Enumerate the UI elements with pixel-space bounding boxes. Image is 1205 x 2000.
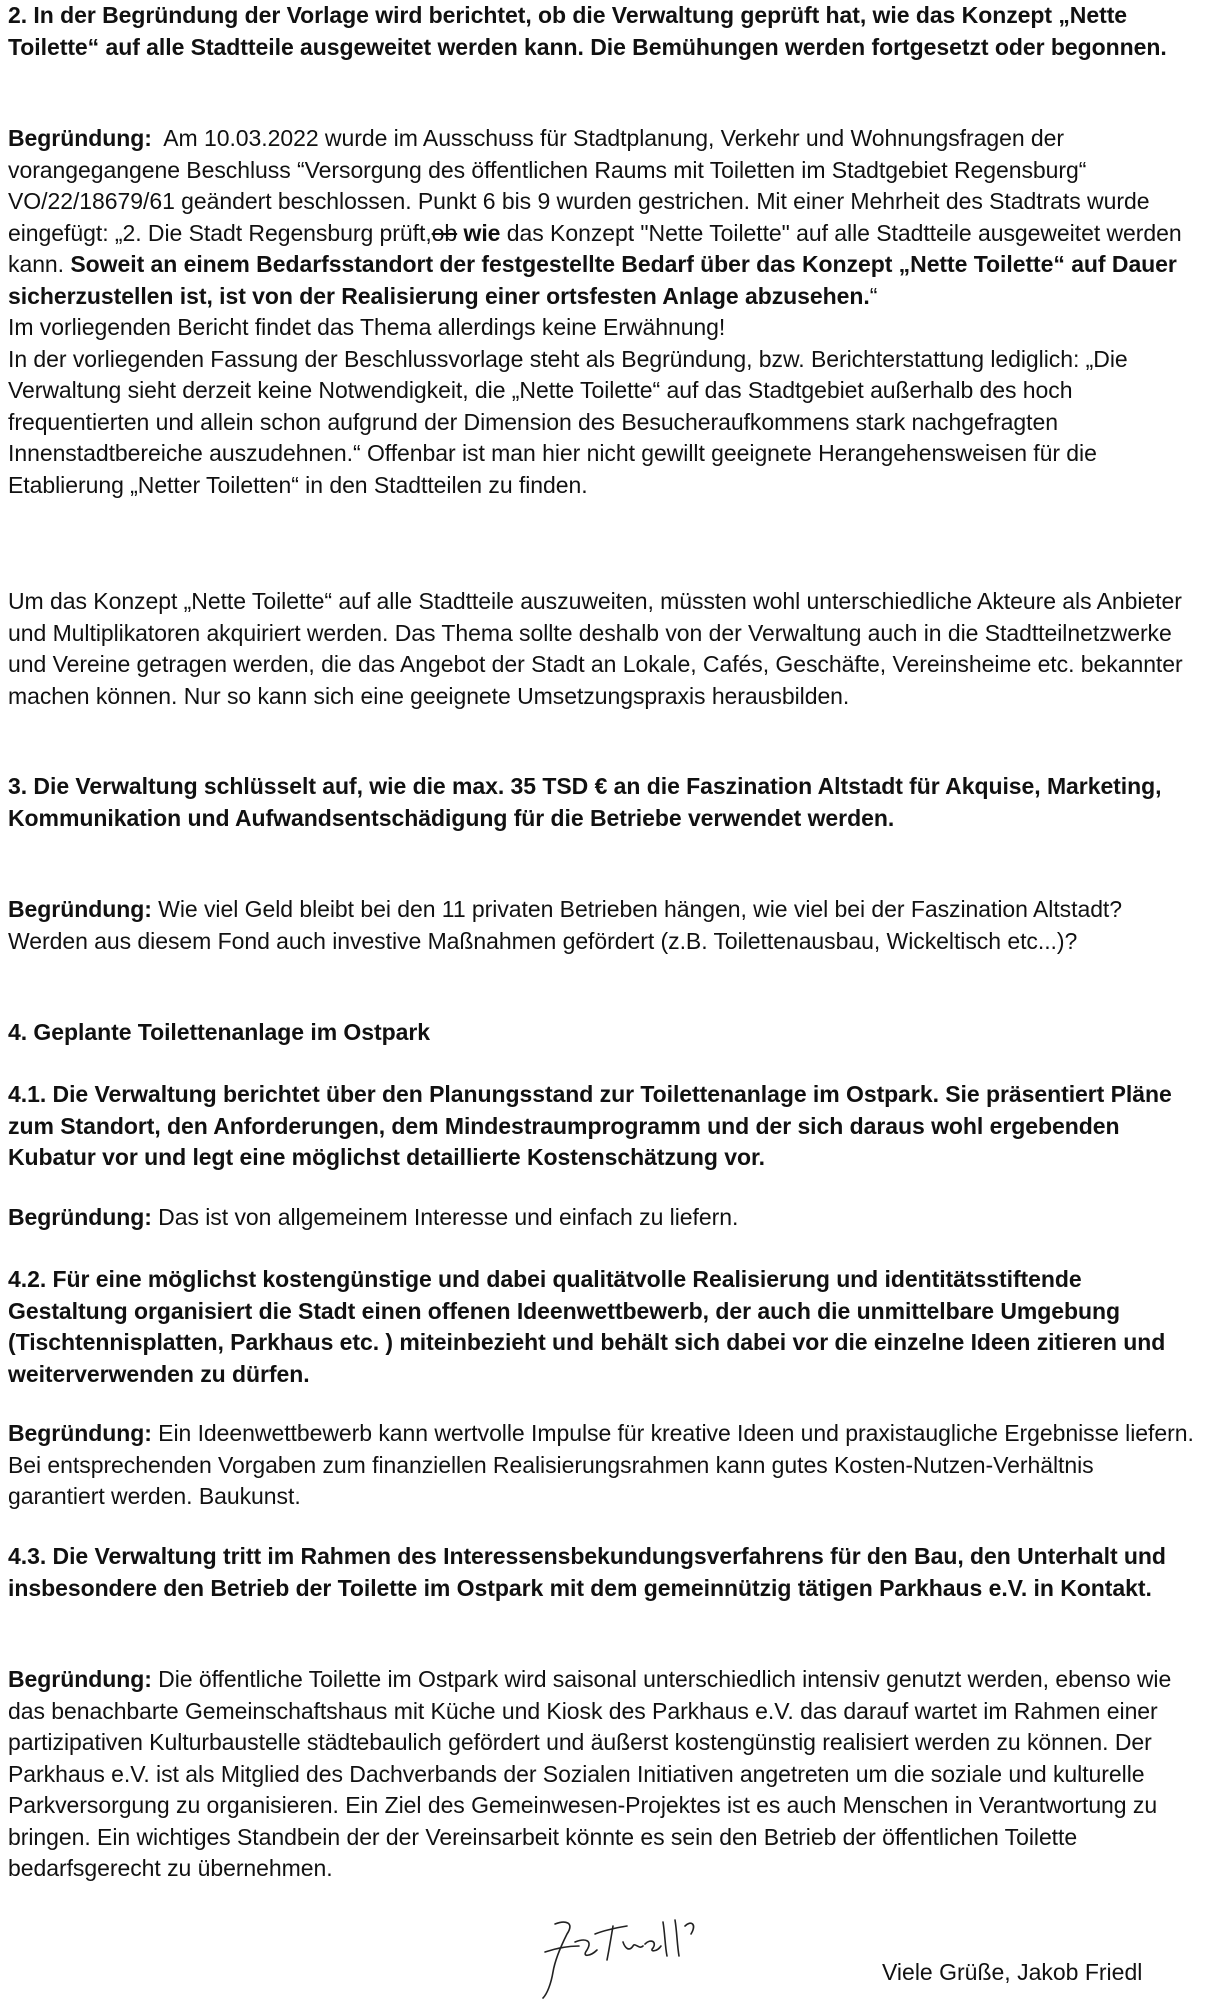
section-3-reason: [8, 894, 1196, 957]
section-4-3-reason: [8, 1664, 1196, 1885]
section-4-2-heading: 4.2. Für eine möglichst kostengünstige und dabei qualitätvolle Realisierung und identitätsstiftende Gestaltung organisiert die Stadt einen offenen Ideenwettbewerb, der auch die unmittelbare Umgebung (Tischtennisplatten, Parkhaus etc. ) miteinbezieht und behält sich dabei vor die einzelne Ideen zitieren und weiterverwenden zu dürfen.: [8, 1266, 1166, 1387]
section-2-text-c: Im vorliegenden Bericht findet das Thema allerdings keine Erwähnung!: [8, 314, 726, 340]
section-2-text-e: Um das Konzept „Nette Toilette“ auf alle Stadtteile auszuweiten, müssten wohl unterschiedliche Akteure als Anbieter und Multiplikatoren akquiriert werden. Das Thema sollte deshalb von der Verwaltung auch in die Stadtteilnetzwerke und Vereine getragen werden, die das Angebot der Stadt an Lokale, Cafés, Geschäfte, Vereinsheime etc. bekannter machen können. Nur so kann sich eine geeignete Umsetzungspraxis herausbilden.: [8, 588, 1183, 709]
section-2-reason: [8, 123, 1196, 501]
section-4-1-reason: [8, 1202, 738, 1234]
closing-greeting: Viele Grüße, Jakob Friedl: [882, 1959, 1143, 1985]
quote-end: “: [869, 282, 878, 309]
handwritten-signature: [535, 1912, 710, 2000]
struck-word: ob: [431, 219, 458, 246]
section-2-bold-quote: Soweit an einem Bedarfsstandort der festgestellte Bedarf über das Konzept „Nette Toilette“ auf Dauer sicherzustellen ist, ist von der Realisierung einer ortsfesten Anlage abzusehen.: [8, 251, 1177, 309]
reason-label: Begründung:: [8, 896, 152, 922]
section-3-heading: 3. Die Verwaltung schlüsselt auf, wie die max. 35 TSD € an die Faszination Altstadt für Akquise, Marketing, Kommunikation und Aufwandsentschädigung für die Betriebe verwendet werden.: [8, 773, 1162, 831]
section-4-2-reason: [8, 1418, 1196, 1513]
section-2-heading: 2. In der Begründung der Vorlage wird berichtet, ob die Verwaltung geprüft hat, wie das Konzept „Nette Toilette“ auf alle Stadtteile ausgeweitet werden kann. Die Bemühungen werden fortgesetzt oder begonnen.: [8, 2, 1167, 60]
section-4-3-text: Die öffentliche Toilette im Ostpark wird saisonal unterschiedlich intensiv genutzt werden, ebenso wie das benachbarte Gemeinschaftshaus mit Küche und Kiosk des Parkhaus e.V. das darauf wartet im Rahmen einer partizipativen Kulturbaustelle städtebaulich gefördert und äußerst kostengünstig realisiert werden zu können. Der Parkhaus e.V. ist als Mitglied des Dachverbands der Sozialen Initiativen angetreten um die soziale und kulturelle Parkversorgung zu organisieren. Ein Ziel des Gemeinwesen-Projektes ist es auch Menschen in Verantwortung zu bringen. Ein wichtiges Standbein der der Vereinsarbeit könnte es sein den Betrieb der öffentlichen Toilette bedarfsgerecht zu übernehmen.: [8, 1666, 1172, 1881]
section-3-text: Wie viel Geld bleibt bei den 11 privaten Betrieben hängen, wie viel bei der Faszination Altstadt? Werden aus diesem Fond auch investive Maßnahmen gefördert (z.B. Toilettenausbau, Wickeltisch etc...)?: [8, 896, 1123, 954]
reason-label: Begründung:: [8, 125, 152, 151]
reason-label: Begründung:: [8, 1420, 152, 1446]
section-4-heading: 4. Geplante Toilettenanlage im Ostpark: [8, 1019, 431, 1045]
section-2-text-b: das Konzept "Nette Toilette" auf alle Stadtteile ausgeweitet werden kann.: [8, 219, 1182, 277]
reason-label: Begründung:: [8, 1666, 152, 1692]
section-2-text-d: In der vorliegenden Fassung der Beschlussvorlage steht als Begründung, bzw. Berichterstattung lediglich: „Die Verwaltung sieht derzeit keine Notwendigkeit, die „Nette Toilette“ auf das Stadtgebiet außerhalb des hoch frequentierten und allein schon aufgrund der Dimension des Besucheraufkommens stark nachgefragten Innenstadtbereiche auszudehnen.“ Offenbar ist man hier nicht gewillt geeignete Herangehensweisen für die Etablierung „Netter Toiletten“ in den Stadtteilen zu finden.: [8, 345, 1128, 498]
section-4-1-text: Das ist von allgemeinem Interesse und einfach zu liefern.: [158, 1204, 739, 1230]
section-4-1-heading: 4.1. Die Verwaltung berichtet über den Planungsstand zur Toilettenanlage im Ostpark. Sie präsentiert Pläne zum Standort, den Anforderungen, dem Mindestraumprogramm und der sich daraus wohl ergebenden Kubatur vor und legt eine möglichst detaillierte Kostenschätzung vor.: [8, 1081, 1172, 1170]
bold-word: wie: [463, 219, 501, 246]
section-4-3-heading: 4.3. Die Verwaltung tritt im Rahmen des Interessensbekundungsverfahrens für den Bau, den Unterhalt und insbesondere den Betrieb der Toilette im Ostpark mit dem gemeinnützig tätigen Parkhaus e.V. in Kontakt.: [8, 1543, 1166, 1601]
section-4-2-text: Ein Ideenwettbewerb kann wertvolle Impulse für kreative Ideen und praxistaugliche Ergebnisse liefern. Bei entsprechenden Vorgaben zum finanziellen Realisierungsrahmen kann gutes Kosten-Nutzen-Verhältnis garantiert werden. Baukunst.: [8, 1420, 1194, 1509]
reason-label: Begründung:: [8, 1204, 152, 1230]
section-2-text-a: Am 10.03.2022 wurde im Ausschuss für Stadtplanung, Verkehr und Wohnungsfragen der vorangegangene Beschluss “Versorgung des öffentlichen Raums mit Toiletten im Stadtgebiet Regensburg“ VO/22/18679/61 geändert beschlossen. Punkt 6 bis 9 wurden gestrichen. Mit einer Mehrheit des Stadtrats wurde eingefügt: „2. Die Stadt Regensburg prüft,: [8, 125, 1150, 246]
